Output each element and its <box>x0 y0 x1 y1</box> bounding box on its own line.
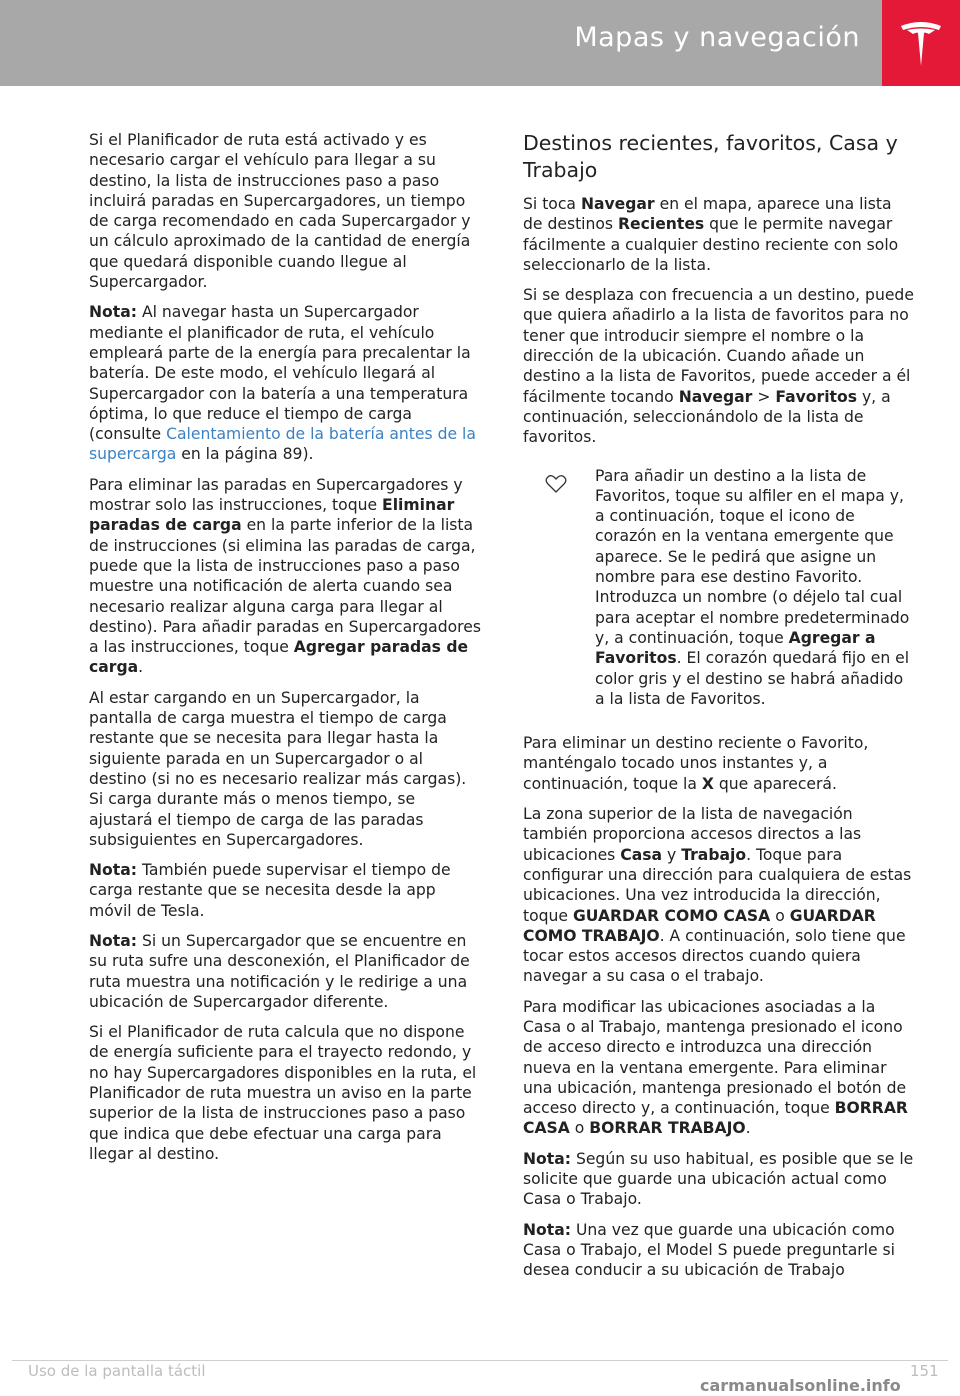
note-model-s-prompt: Nota: Una vez que guarde una ubicación como Casa o Trabajo, el Model S puede preguntarle si desea conducir a su ubicación de Trabajo <box>523 1220 896 1280</box>
paragraph-favorites: Si se desplaza con frecuencia a un destino, puede que quiera añadirlo a la lista de favoritos para no tener que introducir siempre el nombre o la dirección de la ubicación. Cuando añade un destino a la lista de Favoritos, puede acceder a él fácilmente tocando Navegar > Favoritos y, a continuación, seleccionándolo de la lista de favoritos. <box>523 286 914 447</box>
watermark: carmanualsonline.info <box>700 1376 901 1395</box>
right-column <box>523 130 915 1291</box>
favorites-tip-box <box>523 466 915 710</box>
page-number: 151 <box>910 1362 939 1380</box>
heart-icon <box>545 474 567 499</box>
page-header <box>0 0 960 86</box>
footer-divider <box>12 1360 948 1361</box>
paragraph-home-work: La zona superior de la lista de navegación también proporciona accesos directos a las ubicaciones Casa y Trabajo. Toque para configurar una dirección para cualquiera de estas ubicaciones. Una vez introducida la dirección, toque GUARDAR COMO CASA o GUARDAR COMO TRABAJO. A continuación, solo tiene que tocar estos accesos directos cuando quiera navegar a su casa o el trabajo. <box>523 805 912 986</box>
footer-section-name: Uso de la pantalla táctil <box>28 1362 206 1380</box>
note-supercharger-offline: Nota: Si un Supercargador que se encuentre en su ruta sufre una desconexión, el Planificador de ruta muestra una notificación y le redirige a una ubicación de Supercargador diferente. <box>89 931 470 1011</box>
tesla-logo-icon <box>882 0 960 86</box>
favorites-tip-text: Para añadir un destino a la lista de Favoritos, toque su alfiler en el mapa y, a continuación, toque el icono de corazón en la ventana emergente que aparece. Se le pedirá que asigne un nombre para ese destino Favorito. Introduzca un nombre (o déjelo tal cual para aceptar el nombre predeterminado y, a continuación, toque Agregar a Favoritos. El corazón quedará fijo en el color gris y el destino se habrá añadido a la lista de Favoritos. <box>595 466 910 708</box>
paragraph-charging-screen: Al estar cargando en un Supercargador, la pantalla de carga muestra el tiempo de carga restante que se necesita para llegar hasta la siguiente parada en un Supercargador o al destino (si no es necesario realizar más cargas). Si carga durante más o menos tiempo, se ajustará el tiempo de carga de las paradas subsiguientes en Supercargadores. <box>89 688 467 849</box>
paragraph-remove-stops: Para eliminar las paradas en Supercargadores y mostrar solo las instrucciones, toque Eliminar paradas de carga en la parte inferior de la lista de instrucciones (si elimina las paradas de carga, puede que la lista de instrucciones paso a paso muestre una notificación de alerta cuando sea necesario realizar alguna carga para llegar al destino). Para añadir paradas en Supercargadores a las instrucciones, toque Agregar paradas de carga. <box>89 475 481 677</box>
paragraph-modify-locations: Para modificar las ubicaciones asociadas a la Casa o al Trabajo, mantenga presionado el icono de acceso directo e introduzca una dirección nueva en la ventana emergente. Para eliminar una ubicación, mantenga presionado el botón de acceso directo y, a continuación, toque BORRAR CASA o BORRAR TRABAJO. <box>523 997 908 1138</box>
paragraph-insufficient-energy: Si el Planificador de ruta calcula que no dispone de energía suficiente para el trayecto redondo, y no hay Supercargadores disponibles en la ruta, el Planificador de ruta muestra un aviso en la parte superior de la lista de instrucciones paso a paso que indica que debe efectuar una carga para llegar al destino. <box>89 1023 477 1163</box>
note-preconditioning: Nota: Al navegar hasta un Supercargador mediante el planificador de ruta, el vehículo empleará parte de la energía para precalentar la batería. De este modo, el vehículo llegará al Supercargador con la batería a una temperatura óptima, lo que reduce el tiempo de carga (consulte Calentamiento de la batería antes de la supercarga en la página 89). <box>89 303 476 464</box>
paragraph-route-planner: Si el Planificador de ruta está activado y es necesario cargar el vehículo para llegar a su destino, la lista de instrucciones paso a paso incluirá paradas en Supercargadores, un tiempo de carga recomendado en cada Supercargador y un cálculo aproximado de la cantidad de energía que quedará disponible cuando llegue al Supercargador. <box>89 131 471 292</box>
paragraph-recent-destinations: Si toca Navegar en el mapa, aparece una lista de destinos Recientes que le permite navegar fácilmente a cualquier destino reciente con solo seleccionarlo de la lista. <box>523 195 899 274</box>
paragraph-remove-favorite: Para eliminar un destino reciente o Favorito, manténgalo tocado unos instantes y, a continuación, toque la X que aparecerá. <box>523 734 869 793</box>
note-save-location: Nota: Según su uso habitual, es posible que se le solicite que guarde una ubicación actual como Casa o Trabajo. <box>523 1149 914 1209</box>
note-mobile-app: Nota: También puede supervisar el tiempo de carga restante que se necesita desde la app móvil de Tesla. <box>89 861 451 920</box>
section-title: Mapas y navegación <box>574 22 860 53</box>
left-column <box>89 130 481 1174</box>
battery-preheat-link[interactable]: Calentamiento de la batería antes de la supercarga <box>89 425 476 464</box>
section-heading: Destinos recientes, favoritos, Casa y Trabajo <box>523 131 898 182</box>
